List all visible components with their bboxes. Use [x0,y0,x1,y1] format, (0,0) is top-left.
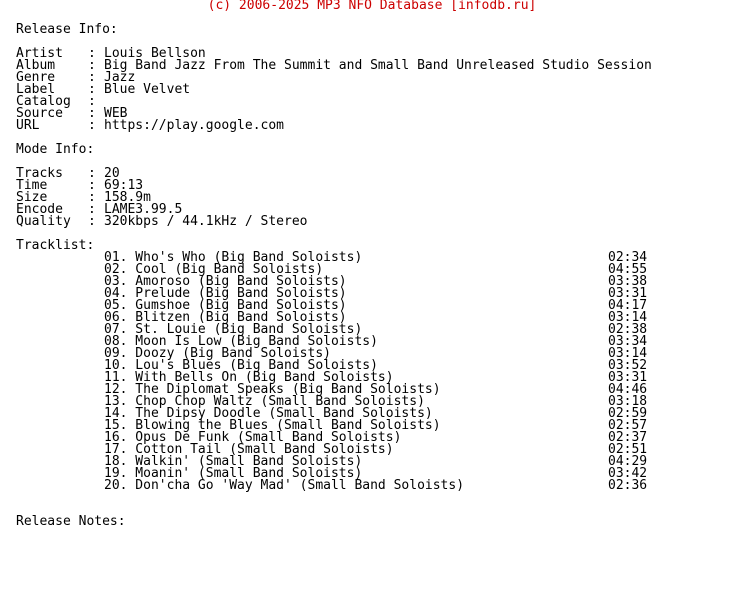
release-info-field-value: Louis Bellson [104,46,206,61]
track-duration: 02:51 [608,442,648,457]
tracklist-heading: Tracklist: [16,238,95,253]
track-duration: 03:42 [608,466,648,481]
track-title: 04. Prelude (Big Band Soloists) [104,286,347,301]
release-info-field-label: Catalog [16,94,71,109]
release-info-field-value: https://play.google.com [104,118,285,133]
track-duration: 02:38 [608,322,648,337]
track-duration: 03:52 [608,358,648,373]
track-duration: 03:14 [608,346,648,361]
mode-info-field-label: Size [16,190,48,205]
track-title: 16. Opus De Funk (Small Band Soloists) [104,430,402,445]
track-title: 03. Amoroso (Big Band Soloists) [104,274,347,289]
release-info-field-separator: : [88,58,96,73]
release-notes-heading: Release Notes: [16,514,126,529]
track-title: 14. The Dipsy Doodle (Small Band Soloists) [104,406,433,421]
release-info-field-value: Jazz [104,70,136,85]
track-duration: 02:37 [608,430,648,445]
track-title: 19. Moanin' (Small Band Soloists) [104,466,363,481]
release-info-field-value: WEB [104,106,128,121]
mode-info-field-value: 320kbps / 44.1kHz / Stereo [104,214,308,229]
mode-info-field-label: Tracks [16,166,63,181]
mode-info-field-separator: : [88,190,96,205]
track-title: 17. Cotton Tail (Small Band Soloists) [104,442,394,457]
release-info-field-label: Album [16,58,56,73]
track-title: 10. Lou's Blues (Big Band Soloists) [104,358,378,373]
track-duration: 04:17 [608,298,648,313]
track-duration: 02:36 [608,478,648,493]
track-title: 11. With Bells On (Big Band Soloists) [104,370,394,385]
release-info-heading: Release Info: [16,22,118,37]
release-info-field-separator: : [88,46,96,61]
mode-info-field-label: Quality [16,214,71,229]
mode-info-field-separator: : [88,178,96,193]
mode-info-field-separator: : [88,166,96,181]
release-info-field-label: Artist [16,46,63,61]
track-title: 09. Doozy (Big Band Soloists) [104,346,331,361]
track-duration: 02:59 [608,406,648,421]
mode-info-field-value: 158.9m [104,190,151,205]
track-duration: 02:34 [608,250,648,265]
release-info-field-label: URL [16,118,40,133]
track-duration: 04:29 [608,454,648,469]
release-info-field-separator: : [88,106,96,121]
track-duration: 03:18 [608,394,648,409]
track-title: 05. Gumshoe (Big Band Soloists) [104,298,347,313]
release-info-field-label: Source [16,106,63,121]
track-title: 13. Chop Chop Waltz (Small Band Soloists) [104,394,425,409]
track-title: 02. Cool (Big Band Soloists) [104,262,324,277]
track-duration: 04:55 [608,262,648,277]
release-info-field-value: Big Band Jazz From The Summit and Small Band Unreleased Studio Session [104,58,652,73]
mode-info-field-value: 69:13 [104,178,144,193]
track-title: 08. Moon Is Low (Big Band Soloists) [104,334,378,349]
track-duration: 03:14 [608,310,648,325]
site-header: (c) 2006-2025 MP3 NFO Database [infodb.ru] [207,0,537,13]
mode-info-heading: Mode Info: [16,142,95,157]
release-info-field-label: Label [16,82,56,97]
release-info-field-separator: : [88,82,96,97]
track-title: 18. Walkin' (Small Band Soloists) [104,454,363,469]
mode-info-field-value: 20 [104,166,120,181]
release-info-field-label: Genre [16,70,56,85]
track-title: 12. The Diplomat Speaks (Big Band Soloists) [104,382,441,397]
mode-info-field-label: Encode [16,202,63,217]
release-info-field-separator: : [88,70,96,85]
mode-info-field-separator: : [88,202,96,217]
mode-info-field-value: LAME3.99.5 [104,202,183,217]
track-title: 06. Blitzen (Big Band Soloists) [104,310,347,325]
track-duration: 03:38 [608,274,648,289]
release-info-field-separator: : [88,94,96,109]
track-duration: 03:34 [608,334,648,349]
track-duration: 03:31 [608,286,648,301]
mode-info-field-label: Time [16,178,48,193]
track-title: 20. Don'cha Go 'Way Mad' (Small Band Soloists) [104,478,465,493]
track-title: 15. Blowing the Blues (Small Band Soloists) [104,418,441,433]
track-duration: 03:31 [608,370,648,385]
track-duration: 04:46 [608,382,648,397]
release-info-field-value: Blue Velvet [104,82,191,97]
mode-info-field-separator: : [88,214,96,229]
track-title: 01. Who's Who (Big Band Soloists) [104,250,363,265]
track-title: 07. St. Louie (Big Band Soloists) [104,322,363,337]
release-info-field-separator: : [88,118,96,133]
track-duration: 02:57 [608,418,648,433]
